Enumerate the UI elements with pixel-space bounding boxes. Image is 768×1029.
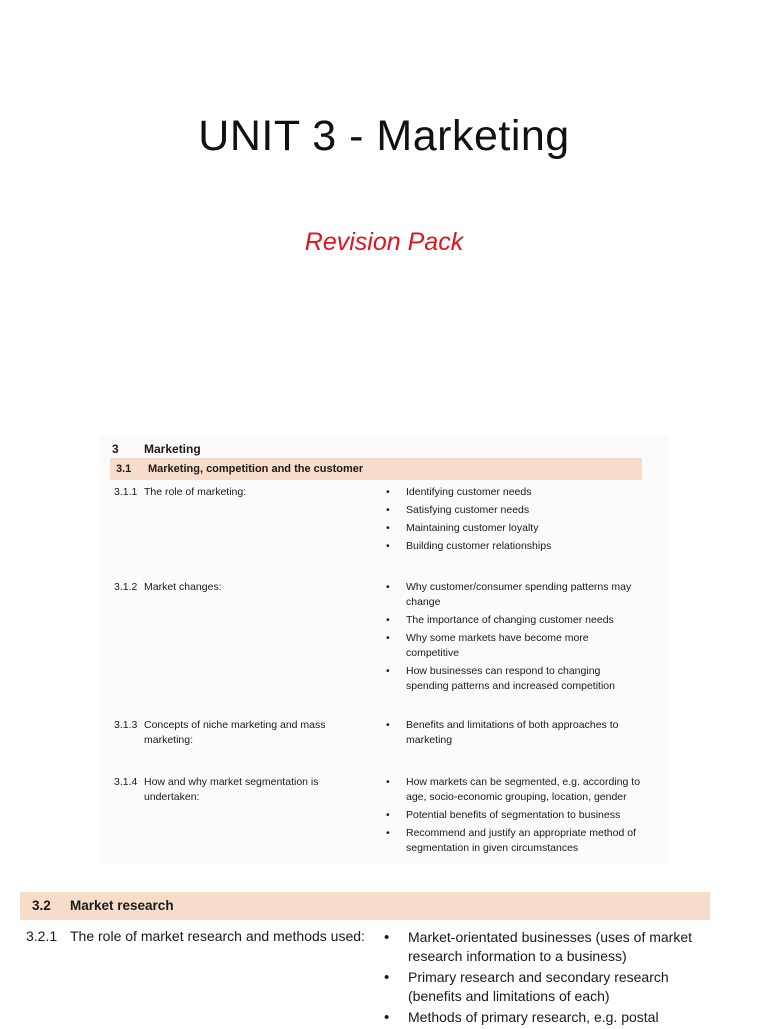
page-subtitle: Revision Pack (304, 228, 464, 256)
page-title: UNIT 3 - Marketing (198, 112, 570, 160)
row-topic: How and why market segmentation is undertaken: (144, 776, 319, 803)
list-item: • Benefits and limitations of both approaches to marketing (384, 718, 644, 748)
list-item: • The importance of changing customer needs (384, 613, 644, 628)
row-topic: Concepts of niche marketing and mass marketing: (144, 719, 326, 746)
subsection-number: 3.1 (116, 463, 132, 475)
list-item: • Why customer/consumer spending patterns may change (384, 580, 644, 610)
row-points (384, 485, 644, 557)
list-item: • Maintaining customer loyalty (384, 521, 644, 536)
list-item: • Methods of primary research, e.g. postal (382, 1008, 702, 1027)
list-item: • How businesses can respond to changing spending patterns and increased competition (384, 664, 644, 694)
row-points (384, 718, 644, 751)
row-code: 3.1.2 (114, 581, 138, 593)
section-heading (112, 442, 201, 456)
subsection-number: 3.2 (32, 898, 51, 913)
subsection-title: Marketing, competition and the customer (148, 463, 364, 475)
row-code: 3.2.1 (26, 928, 58, 944)
subsection-band-3-2 (20, 892, 710, 920)
row-code: 3.1.1 (114, 486, 138, 498)
list-item: • Potential benefits of segmentation to business (384, 808, 644, 823)
list-item: • Identifying customer needs (384, 485, 644, 500)
list-item: • Why some markets have become more competitive (384, 631, 644, 661)
row-topic: The role of marketing: (144, 486, 247, 498)
row-topic: Market changes: (144, 581, 222, 593)
section-title: Marketing (144, 442, 201, 456)
row-points (384, 580, 644, 697)
section-number: 3 (112, 442, 119, 456)
spec-table-3-1 (100, 436, 668, 864)
subsection-title: Market research (70, 898, 174, 913)
row-code: 3.1.4 (114, 776, 138, 788)
spec-table-3-2 (20, 892, 710, 1029)
row-points (384, 775, 644, 859)
row-code: 3.1.3 (114, 719, 138, 731)
list-item: • How markets can be segmented, e.g. according to age, socio-economic grouping, location, gender (384, 775, 644, 805)
subsection-band-3-1 (110, 458, 642, 480)
list-item: • Market-orientated businesses (uses of market research information to a business) (382, 928, 702, 966)
row-topic: The role of market research and methods used: (70, 928, 365, 944)
spec-row-3-2-1 (20, 928, 710, 1027)
list-item: • Primary research and secondary research (benefits and limitations of each) (382, 968, 702, 1006)
list-item: • Building customer relationships (384, 539, 644, 554)
list-item: • Recommend and justify an appropriate method of segmentation in given circumstances (384, 826, 644, 856)
list-item: • Satisfying customer needs (384, 503, 644, 518)
